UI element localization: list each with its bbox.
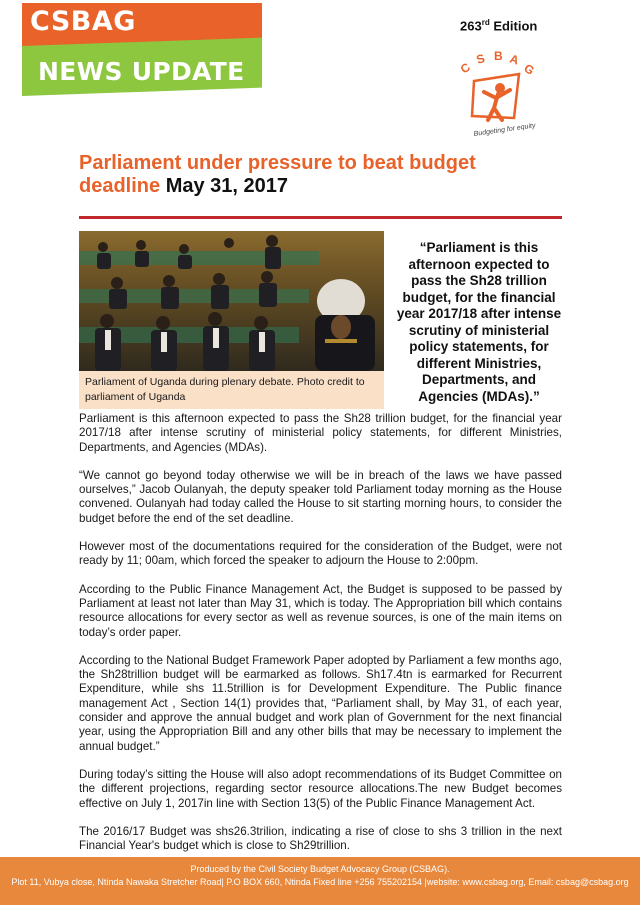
logo-letter-s: S	[474, 51, 487, 67]
headline-text: Parliament under pressure to beat budget deadline	[79, 152, 476, 197]
edition-word: Edition	[489, 18, 538, 34]
paragraph: However most of the documentations required for the consideration of the Budget, were not ready by 11; 00am, which forced the speaker to adjourn the House to 2:00pm.	[79, 540, 562, 568]
paragraph: According to the Public Finance Management Act, the Budget is supposed to be passed by Parliament at least not later than May 31, which is today. The Appropriation bill which contains resource allocations for every sector as well as revenue sources, is one of the main items on today’s order paper.	[79, 582, 562, 639]
article-headline	[79, 152, 519, 198]
edition-number: 263	[460, 18, 482, 34]
article-body	[79, 412, 562, 867]
logo-letter-a: A	[508, 51, 521, 68]
parliament-photo	[79, 231, 384, 371]
footer-producer: Produced by the Civil Society Budget Advocacy Group (CSBAG).	[190, 864, 450, 874]
pull-quote: “Parliament is this afternoon expected to pass the Sh28 trillion budget, for the financial year 2017/18 after intense scrutiny of ministerial policy statements, for different Ministries, Departments, and Agencies (MDAs).”	[396, 240, 562, 404]
paragraph: The 2016/17 Budget was shs26.3trilion, indicating a rise of close to shs 3 trillion in the next Financial Year's budget which is close to Sh29trillion.	[79, 824, 562, 853]
edition-suffix: rd	[481, 18, 490, 27]
news-update-label: NEWS UPDATE	[38, 57, 245, 86]
logo-tagline: Budgeting for equity	[473, 122, 536, 138]
logo-letter-c: C	[457, 60, 473, 77]
footer-contact: Plot 11, Vubya close, Ntinda Nawaka Stretcher Road| P.O BOX 660, Ntinda Fixed line +256 755202154 |website: www.csbag.org, Email: csbag@csbag.org	[11, 877, 629, 887]
logo-letter-g: G	[521, 60, 537, 78]
article-date: May 31, 2017	[165, 175, 289, 197]
logo-letter-b: B	[494, 49, 503, 63]
headline-divider	[79, 216, 562, 219]
logo-figure-body-icon	[484, 90, 510, 120]
edition-label	[460, 18, 537, 33]
paragraph: Parliament is this afternoon expected to pass the Sh28 trillion budget, for the financial year 2017/18 after intense scrutiny of ministerial policy statements, for different Ministries, Departments, and Agencies (MDAs).	[79, 412, 562, 454]
page-footer	[0, 857, 640, 905]
paragraph: According to the National Budget Framework Paper adopted by Parliament a few months ago, the Sh28trillion budget will be earmarked as follows. Sh17.4tn is earmarked for Recurrent Expenditure, while shs 11.5trillion is for Development Expenditure. The Public finance management Act , Section 14(1) provides that, “Parliament shall, by May 31, of each year, consider and approve the annual budget and work plan of Government for the next financial year, using the Appropriation Bill and any other bills that may be necessary to implement the annual budget.”	[79, 653, 562, 753]
paragraph: During today’s sitting the House will also adopt recommendations of its Budget Committee on the different projections, regarding sector resource allocations.The new Budget becomes effective on July 1, 2017in line with Section 13(5) of the Public Finance Management Act.	[79, 767, 562, 810]
paragraph: “We cannot go beyond today otherwise we will be in breach of the laws we have passed ourselves,” Jacob Oulanyah, the deputy speaker told Parliament today morning as the House convened. Oulanyah had today called the House to sit starting morning hours, to consider the budget before the end of the set deadline.	[79, 468, 562, 525]
photo-caption: Parliament of Uganda during plenary debate. Photo credit to parliament of Uganda	[79, 371, 384, 409]
csbag-logo	[444, 46, 554, 141]
brand-name: CSBAG	[30, 6, 136, 37]
